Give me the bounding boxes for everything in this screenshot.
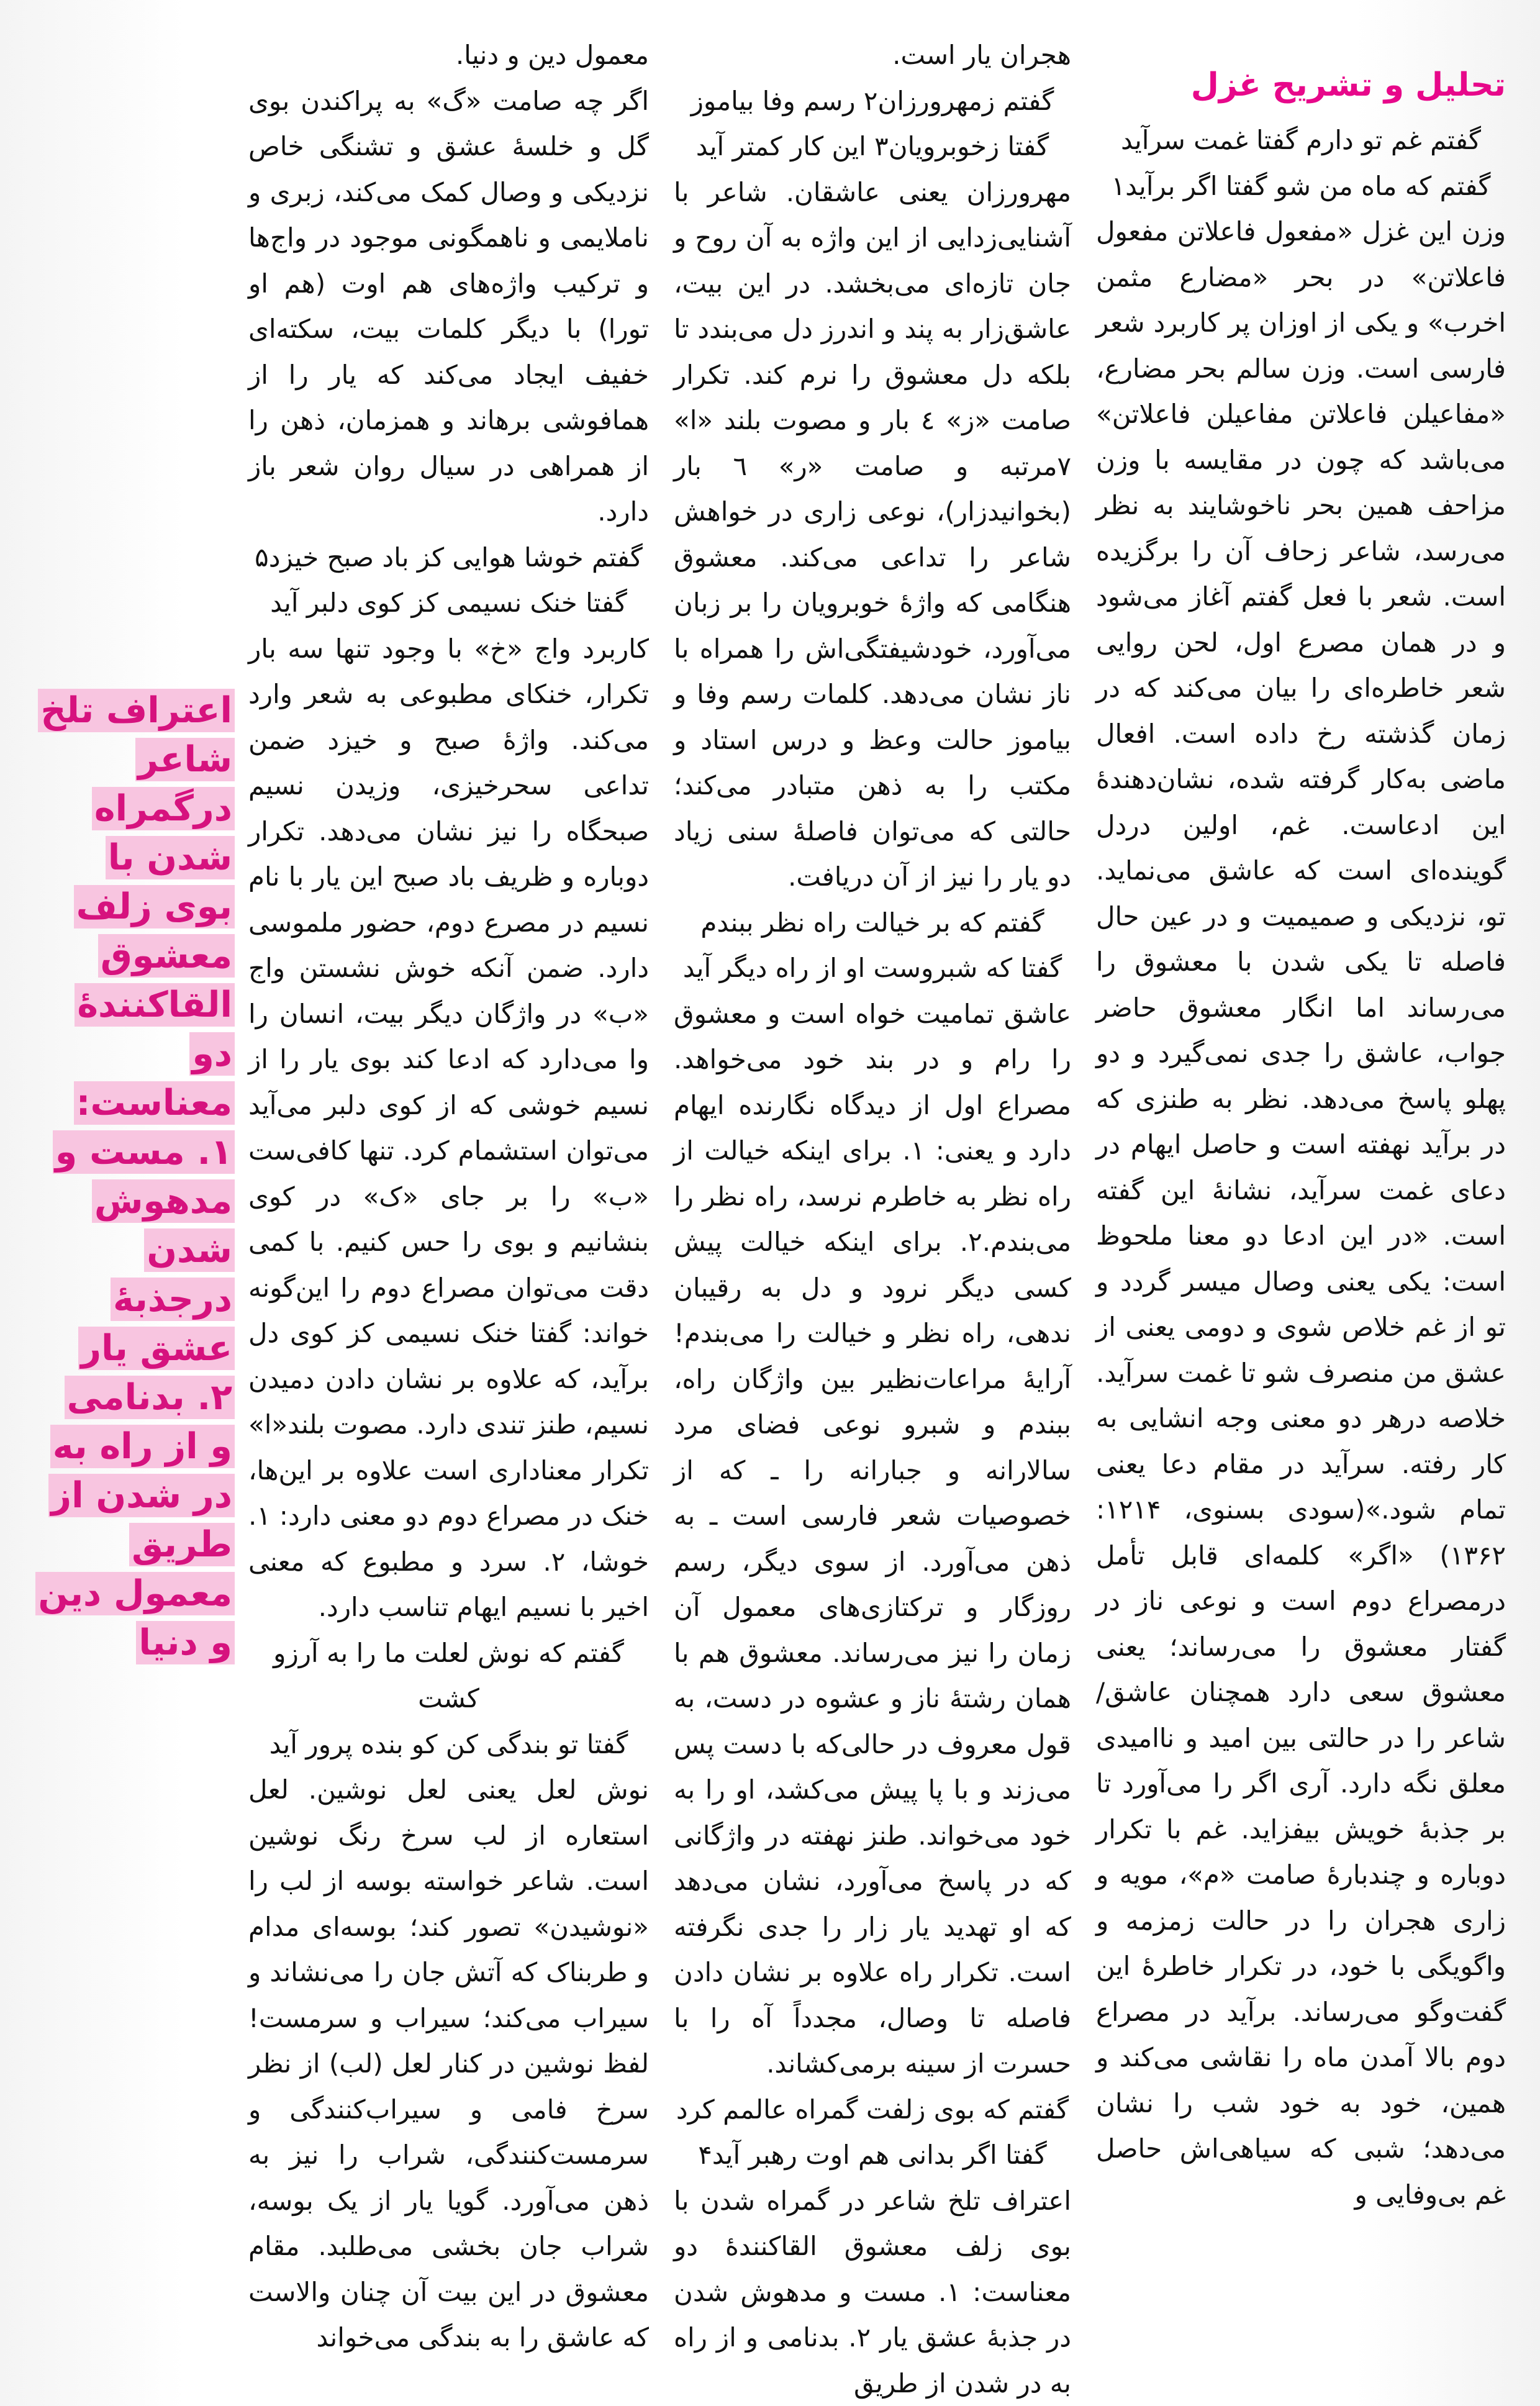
article-column-right bbox=[1096, 32, 1506, 2217]
poem-verse: گفتم زمهرورزان۲ رسم وفا بیاموز bbox=[674, 78, 1071, 124]
paragraph: هجران یار است. bbox=[674, 32, 1071, 78]
poem-verse: گفتم که ماه من شو گفتا اگر برآید۱ bbox=[1096, 163, 1506, 209]
poem-verse: گفتم که نوش لعلت ما را به آرزو کشت bbox=[248, 1630, 649, 1722]
section-title: تحلیل و تشریح غزل bbox=[1096, 60, 1506, 110]
poem-verse: گفتم خوشا هوایی کز باد صبح خیزد۵ bbox=[248, 535, 649, 581]
paragraph: معمول دین و دنیا. bbox=[248, 32, 649, 78]
poem-verse: گفتم که بر خیالت راه نظر ببندم bbox=[674, 900, 1071, 946]
paragraph: اعتراف تلخ شاعر در گمراه شدن با بوی زلف معشوق القاکنندۀ دو معناست: ۱. مست و مدهوش شدن در جذبۀ عشق یار ۲. بدنامی و از راه به در شدن از طریق bbox=[674, 2178, 1071, 2406]
paragraph: نوش لعل یعنی لعل نوشین. لعل استعاره از لب سرخ رنگ نوشین است. شاعر خواسته بوسه از لب را «نوشیدن» تصور کند؛ بوسه‌ای مدام و طربناک که آتش جان را می‌نشاند و سیراب می‌کند؛ سیراب و سرمست! لفظ نوشین در کنار لعل (لب) از نظر سرخ فامی و سیراب‌کنندگی و سرمست‌کنندگی، شراب را نیز به ذهن می‌آورد. گویا یار از یک بوسه، شراب جان بخشی می‌طلبد. مقام معشوق در این بیت آن چنان والاست که عاشق را به بندگی می‌خواند bbox=[248, 1767, 649, 2361]
paragraph: مهرورزان یعنی عاشقان. شاعر با آشنایی‌زدایی از این واژه به آن روح و جان تازه‌ای می‌بخشد. در این بیت، عاشق‌زار به پند و اندرز دل می‌بندد تا بلکه دل معشوق را نرم کند. تکرار صامت «ز» ٤ بار و مصوت بلند «ا» ۷مرتبه و صامت «ر» ٦ بار (بخوانیدزار)، نوعی زاری در خواهش شاعر را تداعی می‌کند. معشوق هنگامی که واژۀ خوبرویان را بر زبان می‌آورد، خودشیفتگی‌اش را همراه با ناز نشان می‌دهد. کلمات رسم وفا و بیاموز حالت وعظ و درس استاد و مکتب را به ذهن متبادر می‌کند؛ حالتی که می‌توان فاصلۀ سنی زیاد دو یار را نیز از آن دریافت. bbox=[674, 170, 1071, 900]
poem-verse: گفتا تو بندگی کن کو بنده پرور آید bbox=[248, 1722, 649, 1768]
middle-column-body bbox=[674, 32, 1071, 2406]
poem-verse: گفتا که شبروست او از راه دیگر آید bbox=[674, 945, 1071, 991]
poem-verse: گفتا زخوبرویان۳ این کار کمتر آید bbox=[674, 124, 1071, 170]
left-column-body bbox=[248, 32, 649, 2361]
right-column-body bbox=[1096, 117, 1506, 2217]
pull-quote bbox=[37, 686, 235, 1668]
poem-verse: گفتم غم تو دارم گفتا غمت سرآید bbox=[1096, 117, 1506, 163]
article-column-left bbox=[248, 32, 649, 2361]
poem-verse: گفتا اگر بدانی هم اوت رهبر آید۴ bbox=[674, 2132, 1071, 2178]
paragraph: اگر چه صامت «گ» به پراکندن بوی گل و خلسۀ عشق و تشنگی خاص نزدیکی و وصال کمک می‌کند، زبری و ناملایمی و ناهمگونی موجود در واج‌ها و ترکیب واژه‌های هم اوت (هم او تورا) با دیگر کلمات بیت، سکته‌ای خفیف ایجاد می‌کند که یار را از همافوشی برهاند و همزمان، ذهن را از همراهی در سیال روان شعر باز دارد. bbox=[248, 78, 649, 535]
pull-quote-text: اعتراف تلخ شاعر درگمراه شدن با بوی زلف معشوق القاکنندۀ دو معناست: ۱. مست و مدهوش شدن درجذبۀ عشق یار ۲. بدنامی و از راه به در شدن از طریق معمول دین و دنیا bbox=[35, 689, 235, 1664]
paragraph: کاربرد واج «خ» با وجود تنها سه بار تکرار، خنکای مطبوعی به شعر وارد می‌کند. واژۀ صبح و خیزد ضمن تداعی سحرخیزی، وزیدن نسیم صبحگاه را نیز نشان می‌دهد. تکرار دوباره و ظریف باد صبح این یار با نام نسیم در مصرع دوم، حضور ملموسی دارد. ضمن آنکه خوش نشستن واج «ب» در واژگان دیگر بیت، انسان را وا می‌دارد که ادعا کند بوی یار را از نسیم خوشی که از کوی دلبر می‌آید می‌توان استشمام کرد. تنها کافی‌ست «ب» را بر جای «ک» در کوی بنشانیم و بوی را حس کنیم. با کمی دقت می‌توان مصراع دوم را این‌گونه خواند: گفتا خنک نسیمی کز کوی دل برآید، که علاوه بر نشان دادن دمیدن نسیم، طنز تندی دارد. مصوت بلند«ا» تکرار معناداری است علاوه بر این‌ها، خنک در مصراع دوم دو معنی دارد: ۱. خوشا، ۲. سرد و مطبوع که معنی اخیر با نسیم ایهام تناسب دارد. bbox=[248, 626, 649, 1630]
paragraph: وزن این غزل «مفعول فاعلاتن مفعول فاعلاتن» در بحر «مضارع مثمن اخرب» و یکی از اوزان پر کاربرد شعر فارسی است. وزن سالم بحر مضارع، «مفاعیلن فاعلاتن مفاعیلن فاعلاتن» می‌باشد که چون در مقایسه با وزن مزاحف همین بحر ناخوشایند به نظر می‌رسد، شاعر زحاف آن را برگزیده است. شعر با فعل گفتم آغاز می‌شود و در همان مصرع اول، لحن روایی شعر خاطره‌ای را بیان می‌کند که در زمان گذشته رخ داده است. افعال ماضی به‌کار گرفته شده، نشان‌دهندۀ این ادعاست. غم، اولین دردل گوینده‌ای است که عاشق می‌نماید. تو، نزدیکی و صمیمیت و در عین حال فاصله تا یکی شدن با معشوق را می‌رساند اما انگار معشوق حاضر جواب، عاشق را جدی نمی‌گیرد و دو پهلو پاسخ می‌دهد. نظر به طنزی که در برآید نهفته است و حاصل ایهام در دعای غمت سرآید، نشانۀ این گفته است. «در این ادعا دو معنا ملحوظ است: یکی یعنی وصال میسر گردد و تو از غم خلاص شوی و دومی یعنی از عشق من منصرف شو تا غمت سرآید. خلاصه درهر دو معنی وجه انشایی به کار رفته. سرآید در مقام دعا یعنی تمام شود.»(سودی بسنوی، ۱۲۱۴: ۱۳۶۲) «اگر» کلمه‌ای قابل تأمل درمصراع دوم است و نوعی ناز در گفتار معشوق را می‌رساند؛ یعنی معشوق سعی دارد همچنان عاشق/ شاعر را در حالتی بین امید و ناامیدی معلق نگه دارد. آری اگر را می‌آورد تا بر جذبۀ خویش بیفزاید. غم با تکرار دوباره و چندبارۀ صامت «م»، مویه و زاری هجران را در حالت زمزمه و واگویگی با خود، در تکرار خاطرۀ این گفت‌وگو می‌رساند. برآید در مصراع دوم بالا آمدن ماه را نقاشی می‌کند و همین، خود به خود شب را نشان می‌دهد؛ شبی که سیاهی‌اش حاصل غم بی‌وفایی و bbox=[1096, 209, 1506, 2217]
article-column-middle bbox=[674, 32, 1071, 2406]
poem-verse: گفتا خنک نسیمی کز کوی دلبر آید bbox=[248, 580, 649, 626]
poem-verse: گفتم که بوی زلفت گمراه عالمم کرد bbox=[674, 2087, 1071, 2133]
paragraph: عاشق تمامیت خواه است و معشوق را رام و در بند خود می‌خواهد. مصراع اول از دیدگاه نگارنده ایهام دارد و یعنی: ۱. برای اینکه خیالت از راه نظر به خاطرم نرسد، راه نظر را می‌بندم.۲. برای اینکه خیالت پیش کسی دیگر نرود و دل به رقیبان ندهی، راه نظر و خیالت را می‌بندم! آرایۀ مراعات‌نظیر بین واژگان راه، ببندم و شبرو نوعی فضای مرد سالارانه و جبارانه را ـ که از خصوصیات شعر فارسی است ـ به ذهن می‌آورد. از سوی دیگر، رسم روزگار و ترکتازی‌های معمول آن زمان را نیز می‌رساند. معشوق هم با همان رشتۀ ناز و عشوه در دست، به قول معروف در حالی‌که با دست پس می‌زند و با پا پیش می‌کشد، او را به خود می‌خواند. طنز نهفته در واژگانی که در پاسخ می‌آورد، نشان می‌دهد که او تهدید یار زار را جدی نگرفته است. تکرار راه علاوه بر نشان دادن فاصله تا وصال، مجدداً آه را با حسرت از سینه برمی‌کشاند. bbox=[674, 991, 1071, 2087]
